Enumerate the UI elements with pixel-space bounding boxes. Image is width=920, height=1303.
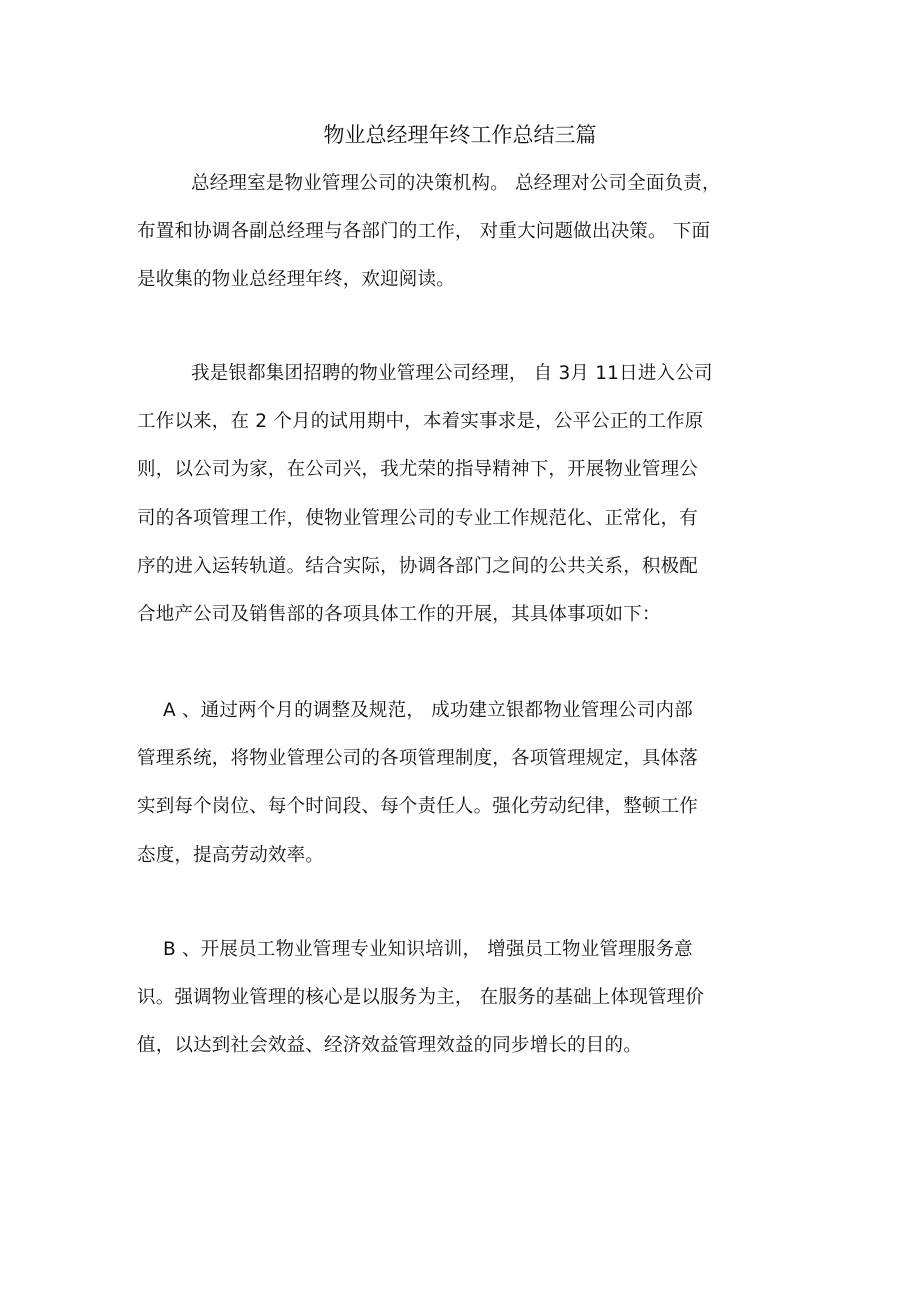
paragraph-2-line-3: 则，以公司为家，在公司兴，我尤荣的指导精神下，开展物业管理公: [137, 459, 699, 480]
paragraph-2-line-6: 合地产公司及销售部的各项具体工作的开展，其具体事项如下：: [137, 604, 661, 625]
paragraph-2-line-4: 司的各项管理工作，使物业管理公司的专业工作规范化、正常化，有: [137, 508, 699, 529]
paragraph-3-line-1: A 、通过两个月的调整及规范， 成功建立银都物业管理公司内部: [163, 700, 693, 721]
paragraph-1-line-3: 是收集的物业总经理年终，欢迎阅读。: [137, 269, 455, 290]
paragraph-2-line-1: 我是银都集团招聘的物业管理公司经理， 自 3月 11日进入公司: [191, 363, 713, 384]
paragraph-3-line-3: 实到每个岗位、每个时间段、每个责任人。强化劳动纪律，整顿工作: [137, 796, 699, 817]
paragraph-3-line-4: 态度，提高劳动效率。: [137, 845, 325, 866]
paragraph-2-line-5: 序的进入运转轨道。结合实际，协调各部门之间的公共关系，积极配: [137, 556, 699, 577]
paragraph-2-line-2: 工作以来，在 2 个月的试用期中，本着实事求是，公平公正的工作原: [137, 411, 704, 432]
paragraph-4-line-3: 值，以达到社会效益、经济效益管理效益的同步增长的目的。: [137, 1035, 642, 1056]
paragraph-1-line-2: 布置和协调各副总经理与各部门的工作， 对重大问题做出决策。 下面: [137, 221, 711, 242]
paragraph-4-line-1: B 、开展员工物业管理专业知识培训， 增强员工物业管理服务意: [163, 939, 693, 960]
paragraph-1-line-1: 总经理室是物业管理公司的决策机构。 总经理对公司全面负责，: [191, 173, 721, 194]
document-title: 物业总经理年终工作总结三篇: [323, 123, 597, 147]
paragraph-4-line-2: 识。强调物业管理的核心是以服务为主， 在服务的基础上体现管理价: [137, 987, 705, 1008]
paragraph-3-line-2: 管理系统，将物业管理公司的各项管理制度，各项管理规定，具体落: [137, 748, 699, 769]
